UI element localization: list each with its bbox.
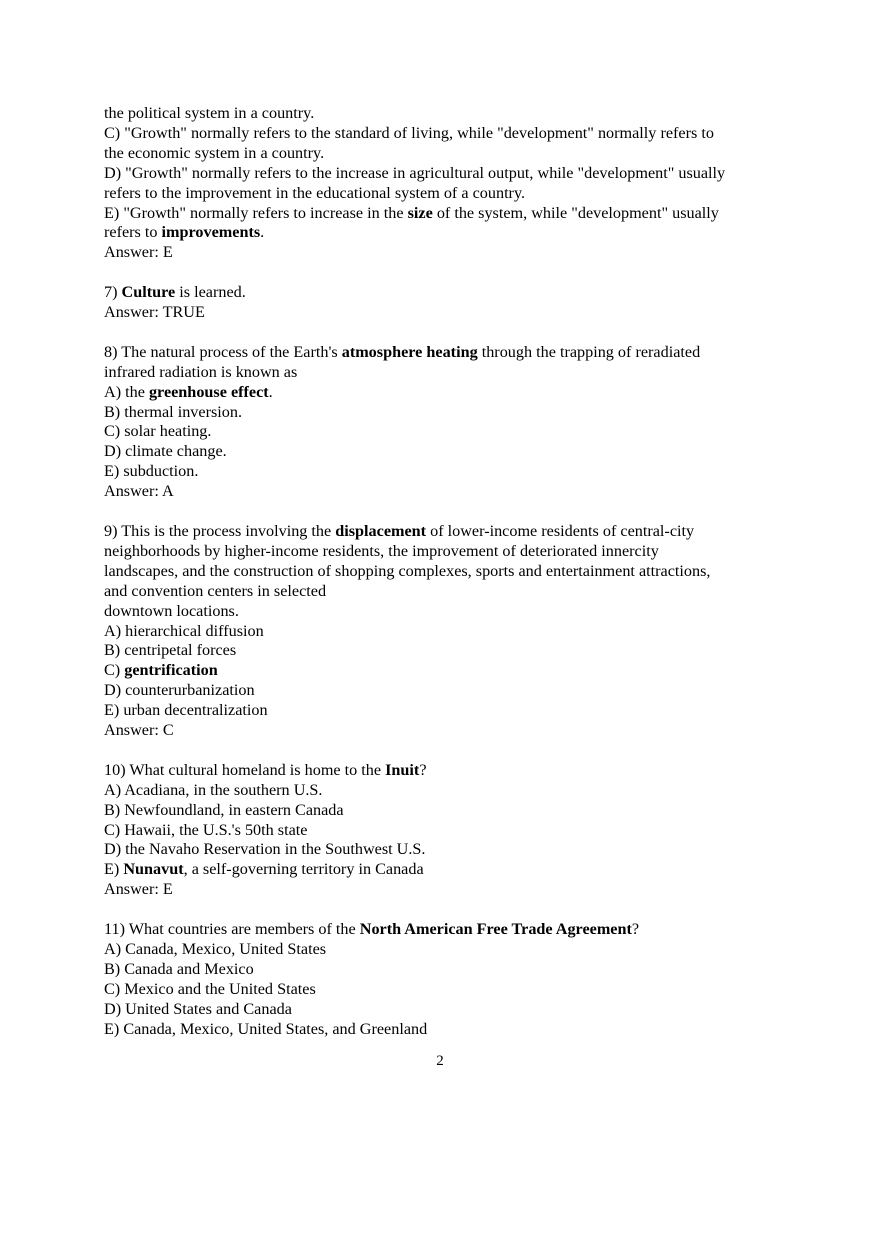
page-number: 2 [436, 1053, 444, 1069]
q6-answer: Answer: E [104, 243, 173, 262]
q8-text-1: 8) The natural process of the Earth's [104, 342, 342, 361]
q6-option-c-cont: the economic system in a country. [104, 143, 325, 162]
q10-option-a: A) Acadiana, in the southern U.S. [104, 780, 323, 799]
q8-a-text: A) the [104, 382, 149, 401]
q8-text-2: through the trapping of reradiated [477, 342, 701, 361]
q8-answer: Answer: A [104, 482, 174, 501]
q9-question-line-3: landscapes, and the construction of shopping complexes, sports and entertainment attractions, [104, 561, 711, 580]
q10-e-bold: Nunavut [123, 860, 184, 879]
q6-e-bold-improvements: improvements [161, 223, 261, 242]
q11-option-e: E) Canada, Mexico, United States, and Greenland [104, 1019, 428, 1038]
q9-text-2: of lower-income residents of central-city [426, 521, 695, 540]
q9-text-1: 9) This is the process involving the [104, 521, 336, 540]
q9-question [104, 522, 784, 542]
q10-option-b: B) Newfoundland, in eastern Canada [104, 800, 344, 819]
q7-number: 7) [104, 283, 122, 302]
q8-option-c: C) solar heating. [104, 422, 212, 441]
q11-option-c: C) Mexico and the United States [104, 979, 316, 998]
q9-option-d: D) counterurbanization [104, 681, 255, 700]
q9-option-c [104, 661, 784, 681]
q9-answer: Answer: C [104, 721, 174, 740]
q9-c-label: C) [104, 661, 125, 680]
page-content [104, 104, 784, 1040]
q10-question [104, 761, 784, 781]
q9-bold-displacement: displacement [335, 521, 427, 540]
q11-question [104, 920, 784, 940]
q8-option-d: D) climate change. [104, 442, 227, 461]
q7-bold-culture: Culture [121, 283, 176, 302]
q10-option-e [104, 860, 784, 880]
q8-option-a [104, 383, 784, 403]
q8-option-e: E) subduction. [104, 462, 199, 481]
q6-line: the political system in a country. [104, 104, 315, 122]
q6-e-text-1: E) "Growth" normally refers to increase in the [104, 203, 408, 222]
q9-c-bold: gentrification [124, 661, 218, 680]
q11-option-b: B) Canada and Mexico [104, 959, 254, 978]
q6-e-text-4: . [260, 223, 265, 242]
q10-bold-inuit: Inuit [385, 760, 420, 779]
q7-answer: Answer: TRUE [104, 303, 205, 322]
q10-option-d: D) the Navaho Reservation in the Southwest U.S. [104, 840, 426, 859]
q11-text-2: ? [631, 920, 640, 939]
q7-text: is learned. [175, 283, 246, 302]
q9-option-e: E) urban decentralization [104, 701, 268, 720]
q8-question [104, 343, 784, 363]
q6-option-e [104, 204, 784, 224]
q6-option-e-cont [104, 223, 784, 243]
q6-option-d-cont: refers to the improvement in the educational system of a country. [104, 183, 526, 202]
q6-e-text-3: refers to [104, 223, 162, 242]
q6-e-text-2: of the system, while "development" usually [432, 203, 719, 222]
q8-bold-atmosphere-heating: atmosphere heating [341, 342, 478, 361]
q11-text-1: 11) What countries are members of the [104, 920, 360, 939]
q10-option-c: C) Hawaii, the U.S.'s 50th state [104, 820, 308, 839]
q11-option-d: D) United States and Canada [104, 999, 292, 1018]
q10-e-label: E) [104, 860, 124, 879]
q6-option-d: D) "Growth" normally refers to the increase in agricultural output, while "development" usually [104, 163, 726, 182]
q8-a-bold: greenhouse effect [148, 382, 269, 401]
q9-question-line-4: and convention centers in selected [104, 581, 327, 600]
q8-option-b: B) thermal inversion. [104, 402, 243, 421]
q11-option-a: A) Canada, Mexico, United States [104, 939, 327, 958]
q6-option-c: C) "Growth" normally refers to the standard of living, while "development" normally refers to [104, 123, 714, 142]
q10-text-1: 10) What cultural homeland is home to the [104, 760, 386, 779]
q6-e-bold-size: size [407, 203, 433, 222]
q7-question [104, 283, 784, 303]
q9-question-line-2: neighborhoods by higher-income residents, the improvement of deteriorated innercity [104, 541, 659, 560]
q8-a-period: . [268, 382, 273, 401]
q10-answer: Answer: E [104, 880, 173, 899]
q8-question-cont: infrared radiation is known as [104, 362, 298, 381]
q9-option-b: B) centripetal forces [104, 641, 237, 660]
q10-e-text: , a self-governing territory in Canada [183, 860, 424, 879]
q11-bold-nafta: North American Free Trade Agreement [359, 920, 632, 939]
q9-question-line-5: downtown locations. [104, 601, 239, 620]
q9-option-a: A) hierarchical diffusion [104, 621, 264, 640]
q10-text-2: ? [419, 760, 427, 779]
